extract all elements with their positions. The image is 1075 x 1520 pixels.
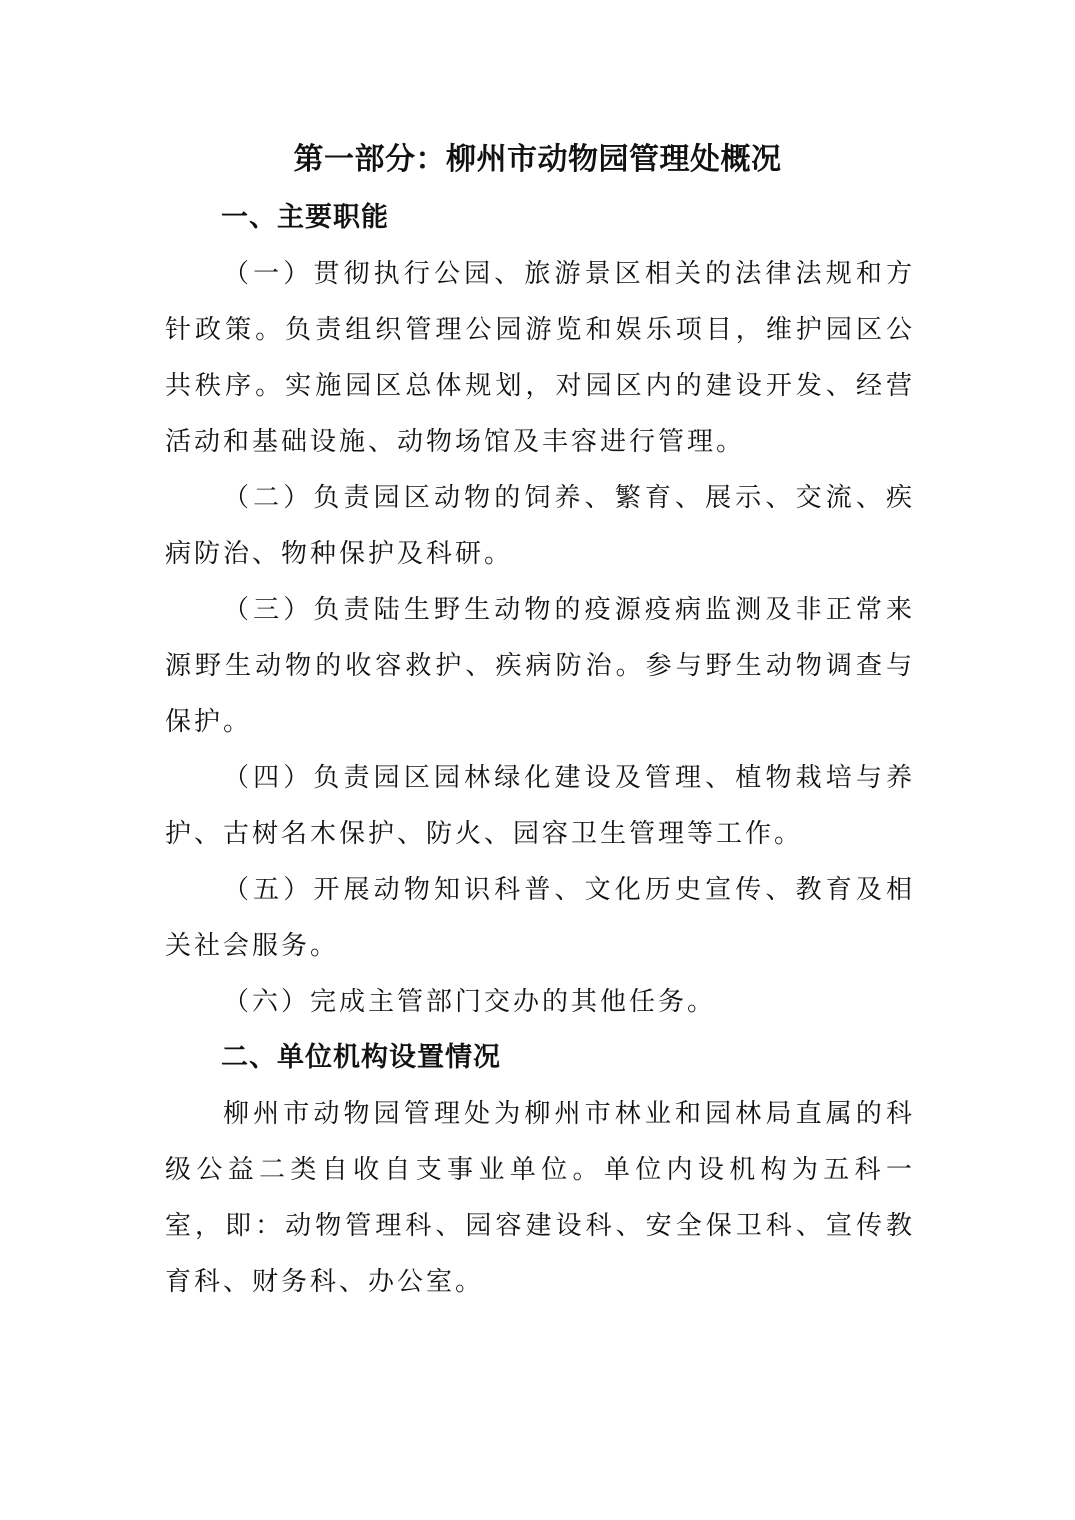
section-organization xyxy=(165,1030,915,1310)
section-heading: 二、单位机构设置情况 xyxy=(221,1042,501,1073)
section-main-functions xyxy=(165,190,915,1030)
paragraph: （六）完成主管部门交办的其他任务。 xyxy=(223,987,717,1017)
paragraph: （四）负责园区园林绿化建设及管理、植物栽培与养护、古树名木保护、防火、园容卫生管理等工作。 xyxy=(165,763,915,849)
paragraph: （二）负责园区动物的饲养、繁育、展示、交流、疾病防治、物种保护及科研。 xyxy=(165,483,915,569)
paragraph: 柳州市动物园管理处为柳州市林业和园林局直属的科级公益二类自收自支事业单位。单位内设机构为五科一室，即：动物管理科、园容建设科、安全保卫科、宣传教育科、财务科、办公室。 xyxy=(165,1099,915,1297)
document-title: 第一部分：柳州市动物园管理处概况 xyxy=(293,142,782,177)
section-heading: 一、主要职能 xyxy=(221,202,389,233)
paragraph: （三）负责陆生野生动物的疫源疫病监测及非正常来源野生动物的收容救护、疾病防治。参与野生动物调查与保护。 xyxy=(165,595,915,737)
paragraph: （五）开展动物知识科普、文化历史宣传、教育及相关社会服务。 xyxy=(165,875,915,961)
paragraph: （一）贯彻执行公园、旅游景区相关的法律法规和方针政策。负责组织管理公园游览和娱乐项目，维护园区公共秩序。实施园区总体规划，对园区内的建设开发、经营活动和基础设施、动物场馆及丰容进行管理。 xyxy=(165,259,915,457)
document-body xyxy=(165,190,915,1310)
